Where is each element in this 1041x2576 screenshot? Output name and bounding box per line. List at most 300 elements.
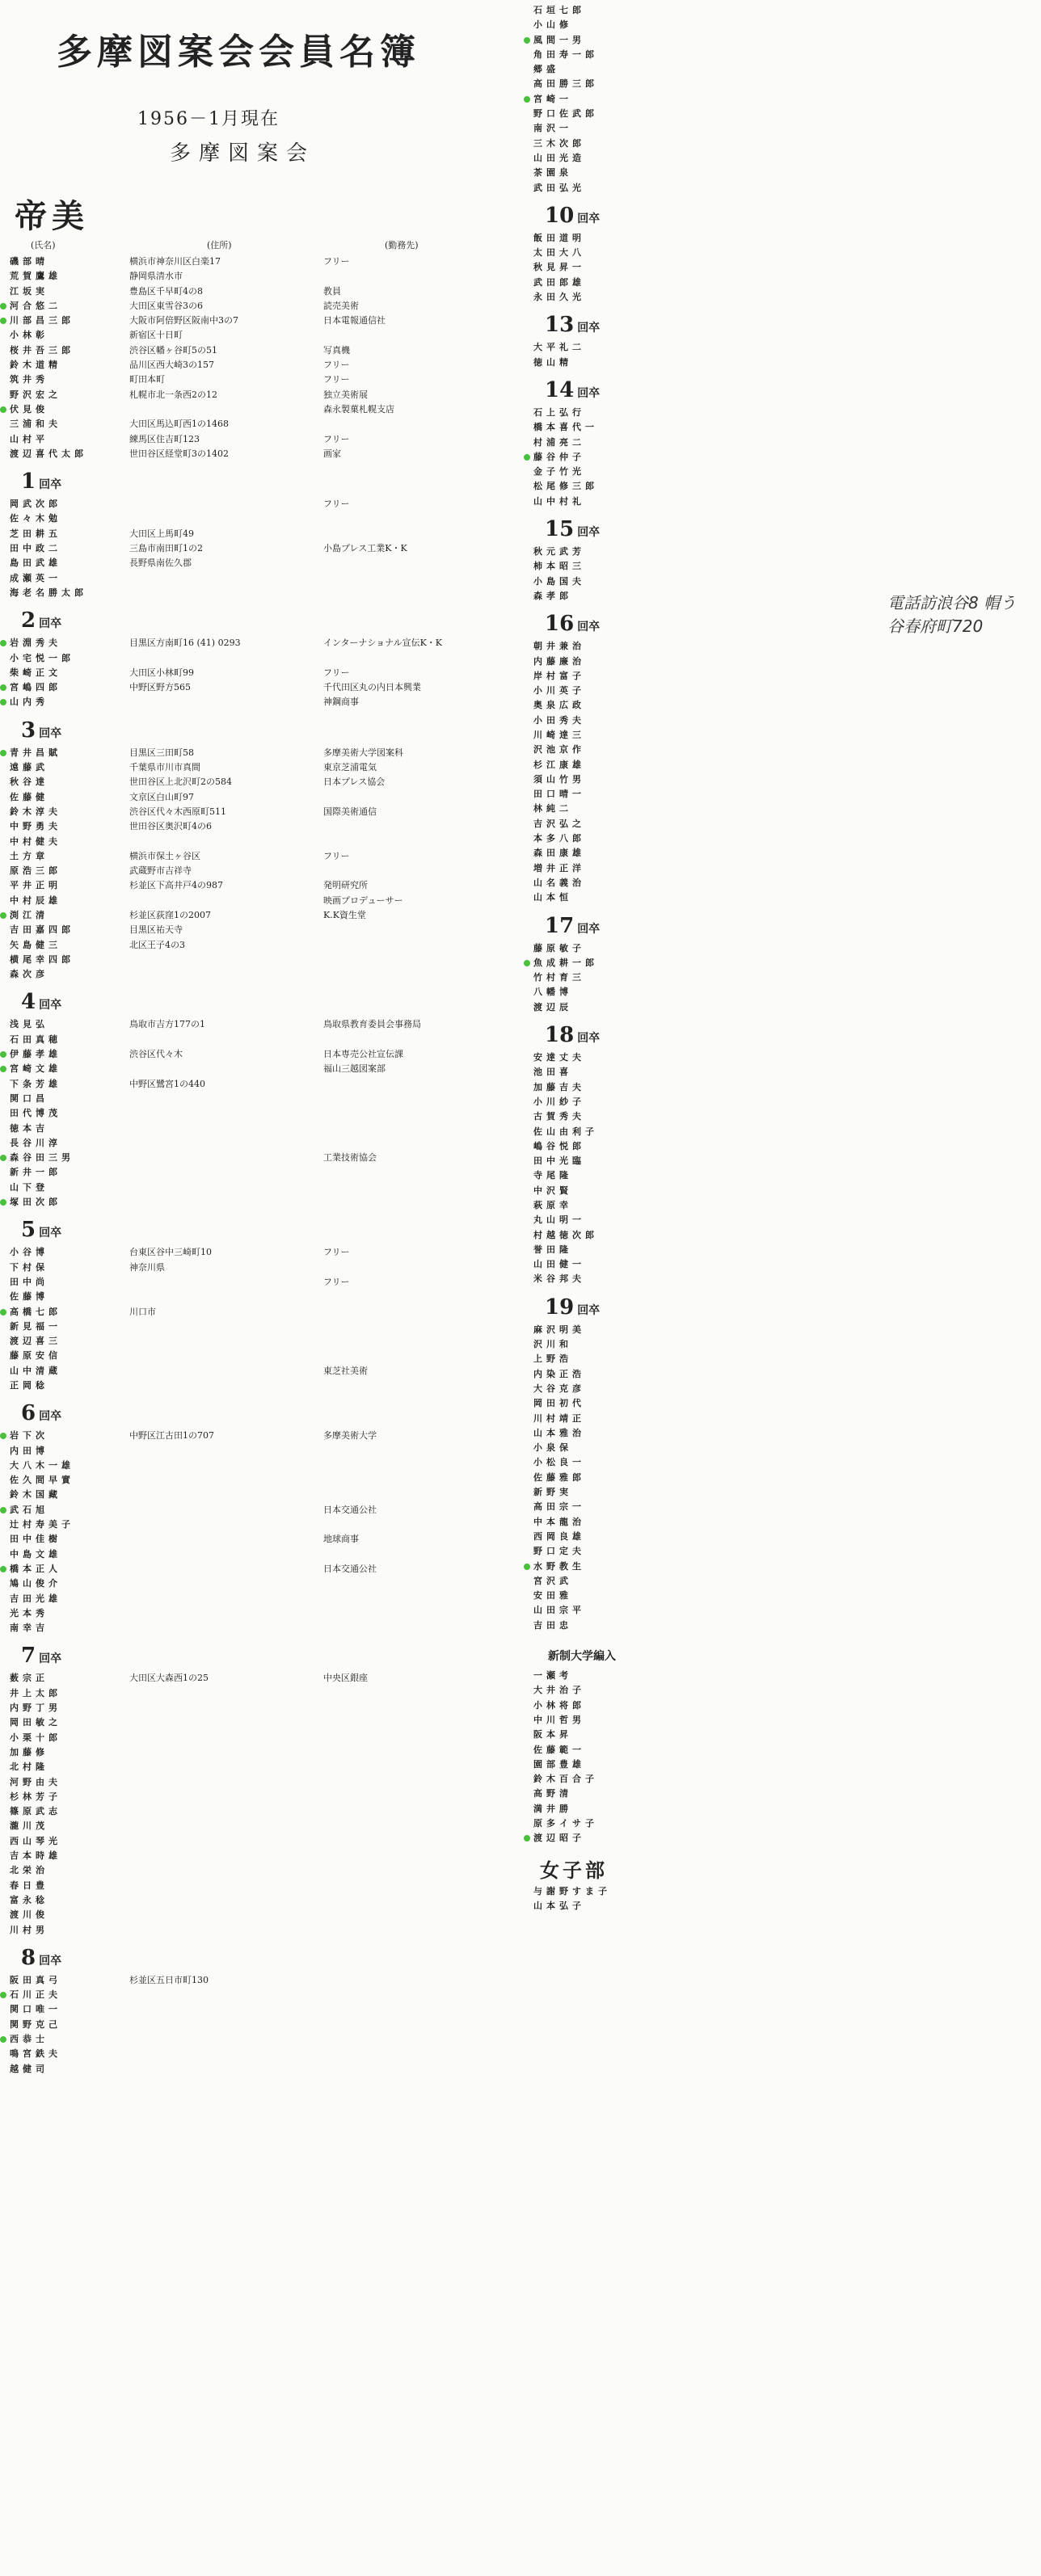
member-name: 大井治子 [533,1685,585,1696]
member-name: 内藤廉治 [533,655,585,667]
list-item [0,1731,509,1745]
class-suffix: 回卒 [577,1303,601,1317]
member-address: 目黒区祐天寺 [129,924,183,936]
member-name: 佐々木勉 [10,513,61,524]
member-name: 柿本昭三 [533,561,585,572]
member-workplace: フリー [323,1276,350,1287]
list-item [524,772,1033,787]
member-name: 萩原幸 [533,1200,572,1210]
class-number: 7 [21,1644,36,1669]
list-item [0,402,509,417]
member-name: 阪田真弓 [10,1974,61,1985]
member-workplace: 国際美術通信 [323,806,377,817]
member-name: 三木次郎 [533,137,585,149]
class-suffix: 新制大学編入 [548,1650,616,1664]
member-name: 佐藤博 [10,1291,48,1303]
member-name: 平井正明 [10,880,61,891]
green-dot-mark [0,303,6,309]
list-item [0,1503,509,1517]
green-dot-mark [524,37,530,44]
member-name: 田口晴一 [533,789,585,800]
list-item [0,923,509,937]
list-item [0,1378,509,1393]
list-item [0,2062,509,2077]
member-name: 芝田耕五 [10,528,61,539]
member-name: 藤谷仲子 [533,451,585,462]
list-item [0,1592,509,1606]
list-item [0,1261,509,1275]
list-item [0,636,509,650]
list-item [524,166,1033,180]
list-item [524,1698,1033,1713]
member-name: 金子竹光 [533,466,585,478]
member-name: 園部豊雄 [533,1758,585,1770]
member-address: 三島市南田町1の2 [129,543,203,554]
member-name: 青井昌賦 [10,747,61,758]
list-item [524,1352,1033,1366]
list-item [0,299,509,314]
member-name: 野沢宏之 [10,389,61,400]
list-item [0,571,509,586]
class-number: 13 [545,313,575,338]
list-item [524,1603,1033,1618]
member-workplace: 映画プロデューサー [323,894,403,906]
list-item [0,1988,509,2002]
list-item [524,728,1033,743]
member-address: 渋谷区代々木西原町511 [129,806,226,817]
list-item [0,1923,509,1938]
list-item [0,1092,509,1106]
member-name: 鈴木淳夫 [10,806,61,817]
member-name: 西山琴光 [10,1835,61,1846]
member-name: 関野克己 [10,2018,61,2030]
member-name: 中沢賢 [533,1185,572,1196]
class-heading [542,517,1033,541]
list-item [0,835,509,849]
member-name: 薮宗正 [10,1673,48,1684]
class-number: 2 [21,608,36,633]
list-item [524,1669,1033,1683]
column-headers [21,238,509,250]
list-item [0,527,509,541]
list-item [0,1863,509,1878]
list-item [524,956,1033,970]
member-name: 内染正浩 [533,1368,585,1379]
list-item [524,1589,1033,1603]
member-name: 篠原武志 [10,1806,61,1817]
list-item [0,417,509,431]
class-suffix: 回卒 [577,386,601,400]
list-item [524,1757,1033,1772]
member-name: 宮沢武 [533,1575,572,1586]
list-item [524,743,1033,757]
list-item [524,406,1033,420]
member-address: 長野県南佐久郡 [129,558,192,569]
list-item [524,1515,1033,1530]
list-item [0,1517,509,1532]
member-name: 伏見俊 [10,403,48,415]
list-item [524,450,1033,465]
class-suffix: 回卒 [577,621,601,634]
member-address: 台東区谷中三崎町10 [129,1247,212,1258]
class-suffix: 回卒 [39,999,62,1012]
member-name: 新見福一 [10,1320,61,1332]
member-name: 林純二 [533,803,572,814]
member-name: 山田光造 [533,152,585,163]
member-name: 内野丁男 [10,1703,61,1714]
member-address: 世田谷区上北沢町2の584 [129,777,232,788]
list-item [0,1819,509,1833]
university-heading: 帝美 [15,197,89,235]
member-workplace: 工業技術協会 [323,1152,377,1164]
green-dot-mark [524,960,530,966]
member-name: 西恭士 [10,2033,48,2044]
list-item [0,1893,509,1908]
member-name: 橋本喜代一 [533,422,598,433]
member-name: 中川哲男 [533,1714,585,1725]
member-name: 岡田敏之 [10,1717,61,1728]
list-item [0,1576,509,1591]
list-item [0,908,509,923]
member-name: 中野勇夫 [10,821,61,832]
member-name: 吉田忠 [533,1619,572,1631]
member-name: 瀧川茂 [10,1820,48,1832]
list-item [524,1412,1033,1426]
member-name: 筑井秀 [10,374,48,385]
list-item [524,436,1033,450]
list-item [0,497,509,511]
class-suffix: 回卒 [39,1954,62,1968]
member-workplace: フリー [323,433,350,444]
member-name: 加藤吉夫 [533,1081,585,1092]
list-item [0,1621,509,1635]
member-name: 遠藤武 [10,762,48,773]
list-item [524,1000,1033,1015]
member-name: 鈴木国藏 [10,1489,61,1501]
list-item [524,1198,1033,1213]
list-item [524,479,1033,494]
list-item [0,1275,509,1290]
member-address: 町田本町 [129,374,165,385]
list-item [524,1168,1033,1183]
member-name: 北村隆 [10,1762,48,1773]
member-workplace: 森永製菓札幌支店 [323,403,394,415]
member-address: 世田谷区奥沢町4の6 [129,821,212,832]
member-address: 中野区鷺宮1の440 [129,1078,205,1089]
member-name: 武田弘光 [533,182,585,193]
member-name: 小泉保 [533,1442,572,1454]
member-address: 大田区小林町99 [129,667,194,678]
member-address: 大阪市阿倍野区阪南中3の7 [129,315,238,326]
member-name: 山村平 [10,433,48,444]
member-name: 沢川和 [533,1339,572,1350]
member-name: 沢池京作 [533,744,585,756]
list-item [0,1473,509,1488]
member-name: 中村健夫 [10,836,61,847]
list-item [524,48,1033,62]
member-name: 高田勝三郎 [533,78,598,90]
member-address: 札幌市北一条西2の12 [129,389,217,400]
member-name: 小宅悦一郎 [10,652,74,663]
member-name: 大平礼二 [533,342,585,353]
member-name: 田代博茂 [10,1108,61,1119]
list-item [0,651,509,666]
member-address: 川口市 [129,1306,156,1317]
list-item [524,876,1033,890]
list-item [0,938,509,953]
header-workplace: (勤務先) [385,240,419,250]
class-suffix: 回卒 [39,1227,62,1240]
member-address: 渋谷区幡ヶ谷町5の51 [129,344,217,356]
class-suffix: 回卒 [577,212,601,225]
member-workplace: 多摩美術大学図案科 [323,747,403,758]
list-item [0,269,509,284]
member-name: 山田健一 [533,1259,585,1270]
green-dot-mark [524,1564,530,1570]
list-item [0,1973,509,1988]
list-item [524,495,1033,509]
member-name: 山本恒 [533,892,572,903]
list-item [0,790,509,805]
member-name: 須山竹男 [533,773,585,785]
member-address: 新宿区十日町 [129,330,183,341]
list-item [0,2032,509,2047]
member-name: 中村辰雄 [10,894,61,906]
list-item [524,137,1033,151]
list-item [524,1154,1033,1168]
member-name: 永田久光 [533,292,585,303]
member-name: 渕江清 [10,909,48,920]
member-name: 大八木一雄 [10,1459,74,1471]
class-number: 18 [545,1023,575,1048]
member-name: 矢島健三 [10,939,61,950]
member-name: 野口定夫 [533,1546,585,1557]
list-item [524,1323,1033,1337]
list-item [524,1228,1033,1243]
list-item [524,1396,1033,1411]
member-address: 渋谷区代々木 [129,1049,183,1060]
member-name: 安達丈夫 [533,1052,585,1063]
member-name: 郷盛 [533,64,559,75]
member-address: 杉並区下高井戸4の987 [129,880,223,891]
member-name: 橋本正人 [10,1563,61,1574]
member-name: 山田宗平 [533,1605,585,1616]
member-workplace: 多摩美術大学 [323,1430,377,1442]
member-name: 小田秀夫 [533,714,585,726]
list-item [524,545,1033,559]
member-name: 杉江康雄 [533,759,585,770]
class-heading [18,1401,509,1425]
member-name: 浅見弘 [10,1019,48,1030]
member-name: 桜井吾三郎 [10,344,74,356]
member-workplace: フリー [323,1247,350,1258]
member-workplace: フリー [323,374,350,385]
member-workplace: 東京芝浦電気 [323,762,377,773]
member-workplace: K.K資生堂 [323,909,366,920]
member-name: 武石旭 [10,1504,48,1515]
member-name: 川崎達三 [533,729,585,740]
green-dot-mark [0,1051,6,1058]
list-item [0,1195,509,1210]
list-item [0,1775,509,1790]
list-item [524,1574,1033,1589]
list-item [524,985,1033,1000]
class-suffix: 回卒 [39,1652,62,1666]
list-item [524,1080,1033,1095]
member-name: 小林彰 [10,330,48,341]
list-item [524,246,1033,260]
member-name: 嶋谷悦郎 [533,1140,585,1151]
list-item [524,92,1033,107]
class-suffix: 回卒 [577,1032,601,1046]
member-name: 一瀬考 [533,1670,572,1682]
list-item [0,1136,509,1151]
list-item [524,575,1033,589]
member-name: 長谷川淳 [10,1137,61,1148]
member-address: 中野区野方565 [129,682,191,693]
list-item [0,432,509,447]
list-item [0,1364,509,1378]
list-item [0,1532,509,1547]
member-name: 佐久間早實 [10,1475,74,1486]
member-workplace: 千代田区丸の内日本興業 [323,682,421,693]
member-name: 田中佳樹 [10,1534,61,1545]
member-name: 佐藤範一 [533,1744,585,1755]
member-name: 武田郎雄 [533,276,585,288]
right-column [524,0,1033,1913]
list-item [0,1908,509,1922]
member-name: 山名義治 [533,877,585,888]
list-item [0,1077,509,1092]
list-item [524,1544,1033,1559]
green-dot-mark [524,96,530,103]
member-name: 岩下次 [10,1430,48,1442]
green-dot-mark [0,640,6,646]
member-name: 原浩三郎 [10,865,61,877]
member-name: 鈴木道精 [10,360,61,371]
member-name: 徳本吉 [10,1122,48,1134]
list-item [524,802,1033,816]
list-item [524,420,1033,435]
header-address: (住所) [207,240,232,250]
list-item [0,666,509,680]
list-item [524,1243,1033,1257]
right-top-member-list [524,3,1033,196]
member-name: 山下登 [10,1181,48,1193]
member-name: 角田寿一郎 [533,48,598,60]
member-name: 南沢一 [533,123,572,134]
list-item [524,787,1033,802]
member-workplace: 福山三越図案部 [323,1063,386,1075]
member-workplace: 写真機 [323,344,350,356]
member-name: 藤原敏子 [533,942,585,953]
list-item [0,1245,509,1260]
member-name: 阪本昇 [533,1729,572,1740]
list-item [524,698,1033,713]
list-item [0,1122,509,1136]
member-name: 石上弘行 [533,406,585,418]
class-suffix: 回卒 [39,617,62,631]
member-name: 森田康雄 [533,848,585,859]
list-item [524,1728,1033,1742]
list-item [0,1106,509,1121]
list-item [0,953,509,967]
member-name: 松尾修三郎 [533,481,598,492]
member-address: 中野区江古田1の707 [129,1430,214,1442]
member-workplace: 教員 [323,285,341,297]
member-address: 大田区上馬町49 [129,528,194,539]
member-name: 河野由夫 [10,1776,61,1787]
list-item [524,1426,1033,1441]
member-address: 静岡県清水市 [129,271,183,282]
green-dot-mark [0,1199,6,1206]
member-address: 品川区西大崎3の157 [129,360,214,371]
member-name: 吉田光雄 [10,1593,61,1604]
class-heading [542,1641,1033,1665]
member-name: 井上太郎 [10,1687,61,1698]
member-name: 渡辺喜三 [10,1336,61,1347]
list-item [0,586,509,600]
list-item [0,358,509,373]
list-item [524,559,1033,574]
member-name: 高野清 [533,1788,572,1799]
list-item [0,1181,509,1195]
list-item [524,890,1033,905]
member-name: 光本秀 [10,1607,48,1618]
class-number: 15 [545,517,575,542]
list-item [0,1429,509,1443]
list-item [0,1488,509,1502]
list-item [524,1109,1033,1124]
green-dot-mark [0,699,6,705]
list-item [0,2047,509,2061]
list-item [524,1485,1033,1500]
list-item [524,1802,1033,1816]
list-item [524,181,1033,196]
member-name: 川部昌三郎 [10,315,74,326]
member-workplace: インターナショナル宣伝K・K [323,638,443,649]
member-workplace: 小島プレス工業K・K [323,543,407,554]
class-heading [18,1946,509,1970]
list-item [524,465,1033,479]
class-number: 6 [21,1401,36,1426]
member-name: 鳴宮鉄夫 [10,2048,61,2060]
list-item [524,669,1033,684]
member-name: 秋谷達 [10,777,48,788]
member-address: 神奈川県 [129,1261,165,1273]
member-name: 土方章 [10,850,48,861]
member-name: 岡武次郎 [10,499,61,510]
list-item [524,1065,1033,1080]
list-item [524,231,1033,246]
member-name: 佐藤雅郎 [533,1471,585,1483]
class-number: 10 [545,203,575,228]
class-heading [542,378,1033,402]
org-name: 多摩図案会 [170,141,316,166]
list-item [524,655,1033,669]
list-item [524,1713,1033,1728]
member-name: 下条芳雄 [10,1078,61,1089]
list-item [524,18,1033,32]
member-workplace: 東芝社美術 [323,1365,368,1376]
member-name: 岡田初代 [533,1398,585,1409]
member-name: 安田雅 [533,1590,572,1602]
page-title: 多摩図案会会員名簿 [57,32,420,73]
class-number: 4 [21,990,36,1015]
member-name: 原多イサ子 [533,1817,598,1829]
left-groups [0,469,509,2077]
member-name: 与謝野すま子 [533,1885,611,1896]
